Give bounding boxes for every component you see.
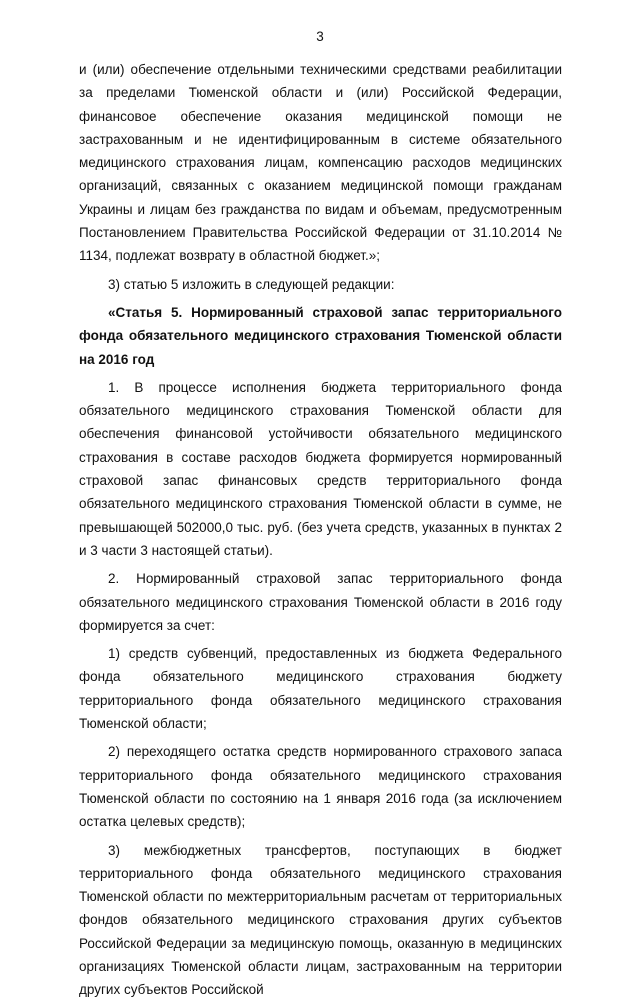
page-number: 3 <box>316 29 324 44</box>
paragraph-subitem-1: 1) средств субвенций, предоставленных из бюджета Федерального фонда обязательного медицинского страхования бюджету территориального фонда обязательного медицинского страхования Тюменской области; <box>79 646 562 732</box>
article-heading: «Статья 5. Нормированный страховой запас территориального фонда обязательного медицинского страхования Тюменской области на 2016 год <box>79 304 562 367</box>
paragraph-part-1: 1. В процессе исполнения бюджета территориального фонда обязательного медицинского страхования Тюменской области для обеспечения финансовой устойчивости обязательного медицинского страхования в составе расходов бюджета формируется нормированный страховой запас финансовых средств территориального фонда обязательного медицинского страхования Тюменской области в сумме, не превышающей 502000,0 тыс. руб. (без учета средств, указанных в пунктах 2 и 3 части 3 настоящей статьи). <box>79 379 562 558</box>
paragraph-amendment-item: 3) статью 5 изложить в следующей редакции: <box>108 276 395 292</box>
paragraph-subitem-3: 3) межбюджетных трансфертов, поступающих в бюджет территориального фонда обязательного медицинского страхования Тюменской области по межтерриториальным расчетам от территориальных фондов обязательного медицинского страхования других субъектов Российской Федерации за медицинскую помощь, оказанную в медицинских организациях Тюменской области лицам, застрахованным на территории других субъектов Российской <box>79 842 562 998</box>
paragraph-subitem-2: 2) переходящего остатка средств нормированного страхового запаса территориального фонда обязательного медицинского страхования Тюменской области по состоянию на 1 января 2016 года (за исключением остатка целевых средств); <box>79 744 562 830</box>
paragraph-part-2: 2. Нормированный страховой запас территориального фонда обязательного медицинского страхования Тюменской области в 2016 году формируется за счет: <box>79 571 562 633</box>
document-body <box>79 58 562 1007</box>
paragraph-continuation: и (или) обеспечение отдельными техническими средствами реабилитации за пределами Тюменской области и (или) Российской Федерации, финансовое обеспечение оказания медицинской помощи не застрахованным и не идентифицированным в системе обязательного медицинского страхования лицам, компенсацию расходов медицинских организаций, связанных с оказанием медицинской помощи гражданам Украины и лицам без гражданства по видам и объемам, предусмотренным Постановлением Правительства Российской Федерации от 31.10.2014 № 1134, подлежат возврату в областной бюджет.»; <box>79 62 562 264</box>
